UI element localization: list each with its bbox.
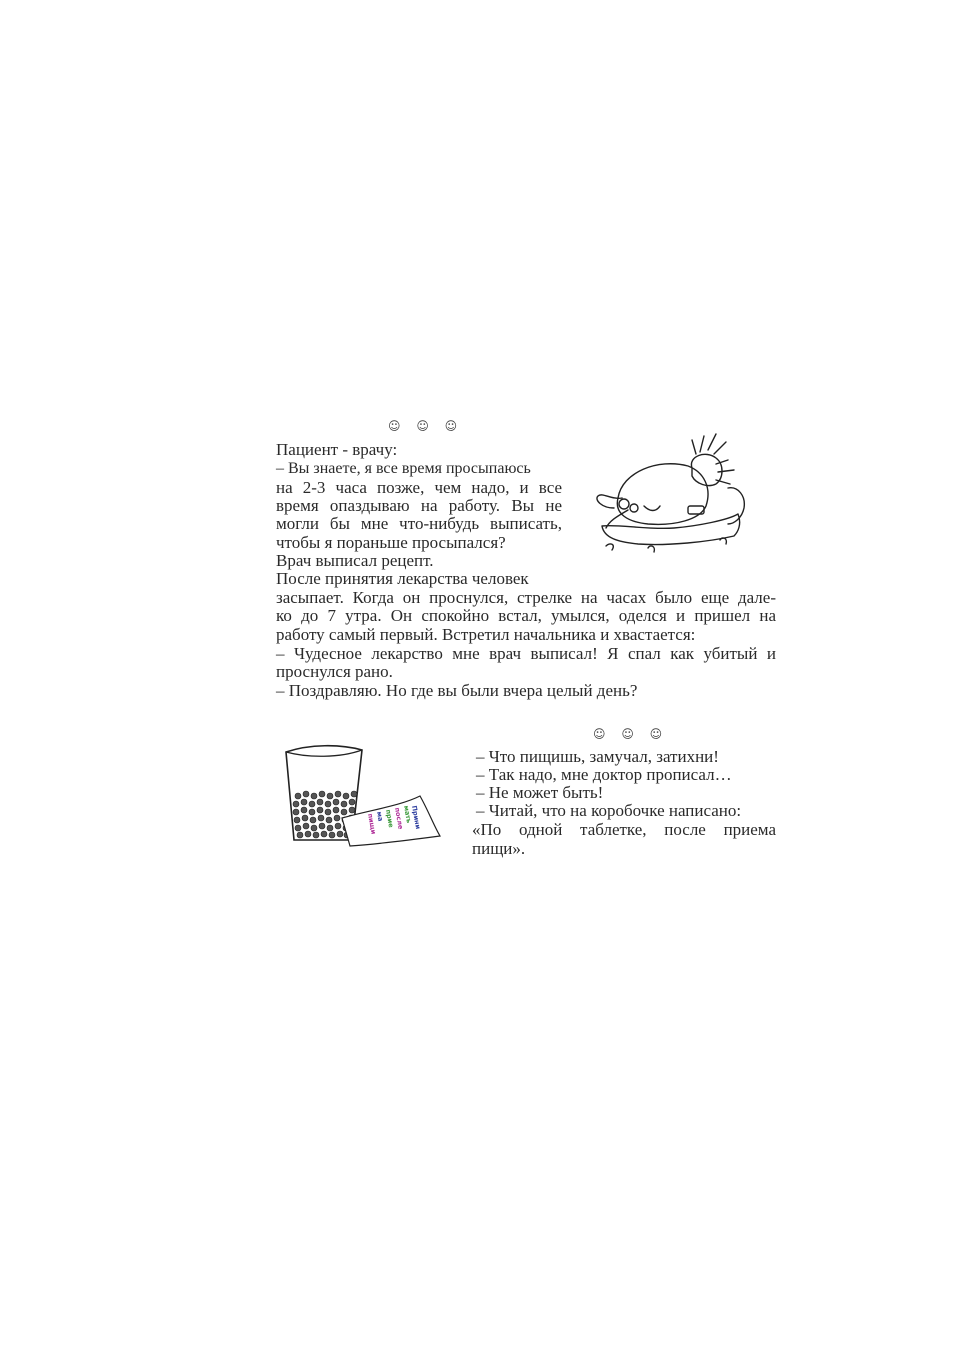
joke1-line: работу самый первый. Встретил начальника и хвастается:	[276, 625, 696, 644]
joke1-line: проснулся рано.	[276, 662, 393, 681]
joke1-line: – Вы знаете, я все время просыпаюсь	[276, 460, 531, 477]
joke1-line: ко до 7 утра. Он спокойно встал, умылся, оделся и пришел на	[276, 606, 776, 625]
joke1-line: засыпает. Когда он проснулся, стрелке на часах было еще дале-	[276, 588, 776, 607]
paper-note-word: Прини	[410, 804, 423, 830]
joke1-punchline: – Поздравляю. Но где вы были вчера целый день?	[276, 681, 638, 700]
joke2-line: – Не может быть!	[476, 783, 604, 802]
pill-glass-illustration	[280, 740, 445, 850]
joke1-line: на 2-3 часа позже, чем надо, и все	[276, 478, 562, 497]
joke2-line: – Что пищишь, замучал, затихни!	[476, 747, 719, 766]
joke2-line: – Так надо, мне доктор прописал…	[476, 765, 732, 784]
joke1-line: – Чудесное лекарство мне врач выписал! Я спал как убитый и	[276, 644, 776, 663]
paper-note-word: ма	[375, 810, 385, 822]
joke2-line: – Читай, что на коробочке написано:	[476, 801, 742, 820]
joke2-punchline: пищи».	[472, 839, 526, 858]
paper-note-word: прие	[384, 808, 396, 829]
joke1-line: Врач выписал рецепт.	[276, 551, 434, 570]
joke-separator-smileys: ☺ ☺ ☺	[593, 727, 669, 741]
joke-separator-smileys: ☺ ☺ ☺	[388, 419, 464, 433]
joke1-line: После принятия лекарства человек	[276, 569, 529, 588]
joke1-line: время опаздываю на работу. Вы не	[276, 496, 562, 515]
joke1-heading: Пациент - врачу:	[276, 440, 398, 459]
joke1-line: могли бы мне что-нибудь выписать,	[276, 514, 562, 533]
paper-note-word: после	[393, 806, 405, 830]
paper-note-word: пищи	[366, 812, 378, 835]
joke2-line: «По одной таблетке, после приема	[472, 820, 776, 839]
joke1-line: чтобы я пораньше просыпался?	[276, 533, 506, 552]
sleeping-man-illustration	[588, 428, 758, 558]
paper-note-word: мать	[402, 804, 413, 824]
